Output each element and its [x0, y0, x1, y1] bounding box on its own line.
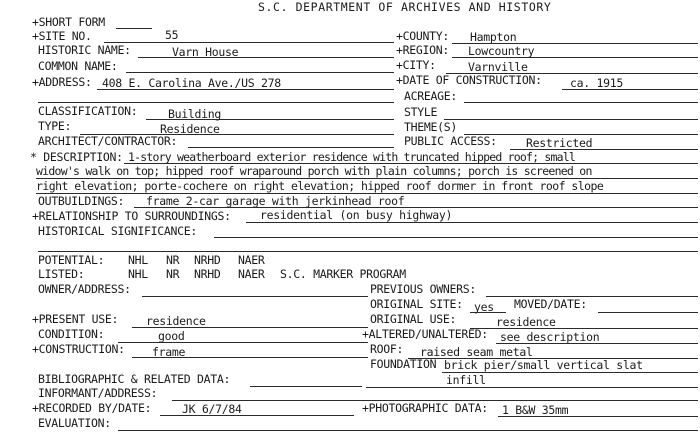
listed-marker-program: S.C. MARKER PROGRAM	[280, 267, 406, 281]
description-line-1: 1-story weatherboard exterior residence with truncated hipped roof; small	[128, 150, 576, 164]
city-label: +CITY:	[396, 58, 436, 72]
altered-value: see description	[500, 330, 600, 344]
bibliographic-label: BIBLIOGRAPHIC & RELATED DATA:	[38, 372, 231, 386]
original-use-value: residence	[496, 315, 556, 329]
recorded-line	[160, 415, 354, 416]
form-header: S.C. DEPARTMENT OF ARCHIVES AND HISTORY	[258, 0, 552, 14]
description-line-3: right elevation; porte-cochere on right elevation; hipped roof dormer in front roof slope	[36, 179, 604, 193]
listed-nrhd: NRHD	[194, 267, 221, 281]
evaluation-label: EVALUATION:	[38, 416, 111, 430]
relationship-value: residential (on busy highway)	[260, 208, 453, 222]
listed-nhl: NHL	[128, 267, 148, 281]
evaluation-line	[118, 430, 698, 431]
present-use-line	[132, 327, 368, 328]
roof-label: ROOF:	[370, 342, 404, 356]
description-line-2: widow's walk on top; hipped roof wraparound porch with plain columns; porch is screened on	[36, 164, 592, 178]
potential-label: POTENTIAL:	[38, 253, 105, 267]
altered-line	[496, 343, 698, 344]
construction-value: frame	[152, 345, 186, 359]
roof-value: raised seam metal	[420, 345, 533, 359]
significance-line	[214, 237, 698, 238]
photographic-label: +PHOTOGRAPHIC DATA:	[362, 401, 488, 415]
present-use-label: +PRESENT USE:	[32, 312, 119, 326]
description-label: * DESCRIPTION:	[30, 150, 123, 164]
address-value: 408 E. Carolina Ave./US 278	[102, 76, 281, 90]
historic-name-label: HISTORIC NAME:	[38, 43, 131, 57]
potential-nhl: NHL	[128, 253, 148, 267]
moved-date-label: MOVED/DATE:	[514, 297, 587, 311]
style-line	[444, 119, 698, 120]
recorded-label: +RECORDED BY/DATE:	[32, 401, 152, 415]
listed-nr: NR	[166, 267, 180, 281]
region-value: Lowcountry	[468, 44, 535, 58]
construction-line	[132, 357, 368, 358]
type-label: TYPE:	[38, 119, 72, 133]
classification-label: CLASSIFICATION:	[38, 104, 138, 118]
site-no-line	[104, 42, 394, 43]
common-name-line	[126, 72, 394, 73]
themes-label: THEME(S)	[404, 120, 457, 134]
original-site-line	[470, 312, 506, 313]
potential-nrhd: NRHD	[194, 253, 221, 267]
significance-line-2	[38, 251, 698, 252]
original-use-label: ORIGINAL USE:	[370, 312, 457, 326]
address-line	[97, 89, 394, 90]
date-construction-line	[562, 89, 698, 90]
short-form-label: +SHORT FORM	[32, 15, 105, 29]
public-access-value: Restricted	[526, 136, 593, 150]
potential-nr: NR	[166, 253, 180, 267]
listed-label: LISTED:	[38, 267, 85, 281]
classification-line	[146, 119, 394, 120]
historic-name-value: Varn House	[172, 45, 239, 59]
present-use-value: residence	[146, 314, 206, 328]
condition-value: good	[158, 329, 185, 343]
informant-label: INFORMANT/ADDRESS:	[38, 386, 158, 400]
bibliographic-line	[250, 386, 362, 387]
potential-naer: NAER	[238, 253, 265, 267]
original-use-line	[470, 328, 698, 329]
relationship-line	[246, 222, 698, 223]
condition-line	[118, 342, 368, 343]
foundation-label: FOUNDATION	[370, 357, 437, 371]
date-construction-value: ca. 1915	[570, 76, 623, 90]
relationship-label: +RELATIONSHIP TO SURROUNDINGS:	[32, 209, 231, 223]
style-label: STYLE	[404, 105, 438, 119]
listed-naer: NAER	[238, 267, 265, 281]
photographic-line	[498, 416, 698, 417]
address-line-2	[38, 102, 394, 103]
region-label: +REGION:	[396, 43, 449, 57]
site-no-value: 55	[165, 28, 179, 42]
site-no-label: +SITE NO.	[32, 29, 92, 43]
acreage-label: ACREAGE:	[404, 89, 457, 103]
short-form-line	[116, 28, 152, 29]
type-value: Residence	[160, 122, 220, 136]
address-label: +ADDRESS:	[32, 75, 92, 89]
architect-line	[188, 147, 394, 148]
owner-line	[142, 296, 368, 297]
significance-label: HISTORICAL SIGNIFICANCE:	[38, 224, 197, 238]
construction-label: +CONSTRUCTION:	[32, 342, 125, 356]
foundation-line-2	[366, 387, 698, 388]
common-name-label: COMMON NAME:	[38, 59, 118, 73]
architect-label: ARCHITECT/CONTRACTOR:	[38, 134, 178, 148]
owner-label: OWNER/ADDRESS:	[38, 282, 131, 296]
original-site-value: yes	[474, 300, 494, 314]
city-value: Varnville	[468, 60, 528, 74]
acreage-line	[464, 102, 698, 103]
themes-line	[464, 134, 698, 135]
date-construction-label: +DATE OF CONSTRUCTION:	[396, 73, 542, 87]
foundation-value-1: brick pier/small vertical slat	[444, 358, 643, 372]
moved-date-line	[598, 312, 698, 313]
historic-name-line	[138, 57, 394, 58]
public-access-label: PUBLIC ACCESS:	[404, 134, 497, 148]
outbuildings-label: OUTBUILDINGS:	[38, 194, 125, 208]
photographic-value: 1 B&W 35mm	[502, 403, 569, 417]
previous-owners-label: PREVIOUS OWNERS:	[370, 282, 476, 296]
altered-label: +ALTERED/UNALTERED:	[362, 327, 488, 341]
classification-value: Building	[168, 107, 221, 121]
county-label: +COUNTY:	[396, 29, 449, 43]
foundation-value-2: infill	[446, 373, 486, 387]
outbuildings-value: frame 2-car garage with jerkinhead roof	[146, 194, 405, 208]
original-site-label: ORIGINAL SITE:	[370, 297, 463, 311]
county-value: Hampton	[470, 30, 517, 44]
condition-label: CONDITION:	[38, 327, 105, 341]
region-line	[452, 57, 698, 58]
recorded-value: JK 6/7/84	[182, 402, 242, 416]
